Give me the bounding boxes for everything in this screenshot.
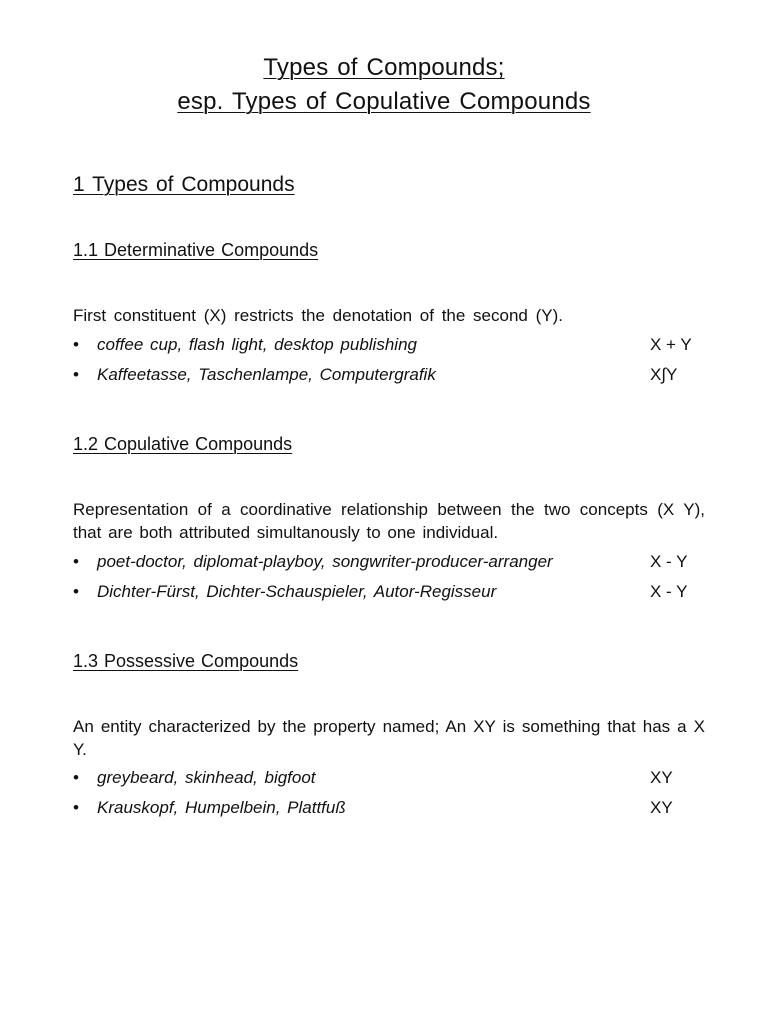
example-formula: XY (650, 768, 673, 787)
list-item (73, 582, 705, 606)
document-title-line-2: esp. Types of Copulative Compounds (177, 88, 591, 115)
copulative-description: Representation of a coordinative relationship between the two concepts (X Y), that are both attributed simultanously to one individual. (73, 500, 705, 542)
bullet-icon: • (73, 768, 79, 787)
bullet-icon: • (73, 365, 79, 384)
list-item (73, 335, 705, 359)
example-formula: X∫Y (650, 365, 678, 384)
possessive-description: An entity characterized by the property named; An XY is something that has a X Y. (73, 717, 705, 759)
example-formula: XY (650, 798, 673, 817)
example-text: Kaffeetasse, Taschenlampe, Computergrafik (97, 365, 436, 384)
list-item (73, 768, 705, 792)
example-text: coffee cup, flash light, desktop publishing (97, 335, 417, 354)
section-heading-types-of-compounds: 1 Types of Compounds (73, 173, 295, 196)
subsection-heading-copulative: 1.2 Copulative Compounds (73, 434, 293, 454)
bullet-icon: • (73, 582, 79, 601)
determinative-description: First constituent (X) restricts the denotation of the second (Y). (73, 306, 563, 325)
bullet-icon: • (73, 552, 79, 571)
subsection-heading-possessive: 1.3 Possessive Compounds (73, 651, 299, 671)
example-text: Krauskopf, Humpelbein, Plattfuß (97, 798, 346, 817)
example-text: Dichter-Fürst, Dichter-Schauspieler, Autor-Regisseur (97, 582, 497, 601)
list-item (73, 365, 705, 389)
example-text: greybeard, skinhead, bigfoot (97, 768, 316, 787)
example-formula: X - Y (650, 552, 688, 571)
bullet-icon: • (73, 335, 79, 354)
document-title-line-1: Types of Compounds; (263, 54, 505, 81)
example-text: poet-doctor, diplomat-playboy, songwriter-producer-arranger (97, 552, 553, 571)
subsection-heading-determinative: 1.1 Determinative Compounds (73, 240, 319, 260)
example-formula: X + Y (650, 335, 692, 354)
list-item (73, 552, 705, 576)
list-item (73, 798, 705, 822)
bullet-icon: • (73, 798, 79, 817)
example-formula: X - Y (650, 582, 688, 601)
